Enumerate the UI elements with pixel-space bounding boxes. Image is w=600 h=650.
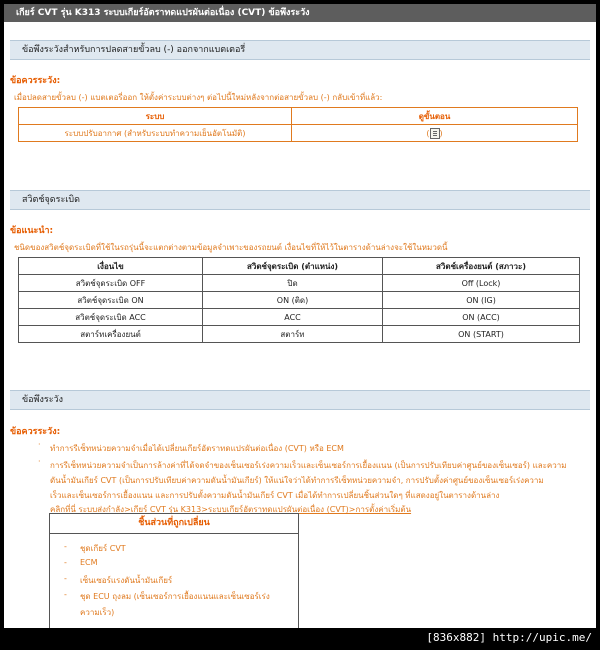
document-icon[interactable] (430, 128, 440, 139)
battery-reset-table (18, 107, 578, 142)
table-header-row (19, 108, 578, 125)
bullet-marker: - (64, 542, 67, 551)
section-header-battery: ข้อพึงระวังสำหรับการปลดสายขั้วลบ (-) ออกจากแบตเตอรี่ (10, 40, 590, 60)
precaution-item-2-line-3: เร็วและเซ็นเซอร์การเยื้องแนน และการปรับตั้งความดันน้ำมันเกียร์ CVT เมื่อได้ทำการเปลี่ยนชิ้นส่วนใดๆ ที่แสดงอยู่ในตารางด้านล่าง (50, 491, 500, 500)
part-item-continued: ความเร็ว) (80, 608, 115, 617)
note-heading: ข้อแนะนำ: (10, 226, 54, 236)
part-item: ชุดเกียร์ CVT (80, 544, 126, 553)
part-item: ชุด ECU ถุงลม (เซ็นเซอร์การเยื้องแนนและเซ็นเซอร์เร่ง (80, 592, 270, 601)
initialization-link[interactable]: ระบบส่งกำลัง>เกียร์ CVT รุ่น K313>ระบบเกียร์อัตราทดแปรผันต่อเนื่อง (CVT)>การตั้งค่าเริ่มต้น (78, 505, 412, 514)
precaution-item-2-line-1: การรีเซ็ทหน่วยความจำเป็นการล้างค่าที่ได้จดจำของเซ็นเซอร์เร่งความเร็วและเซ็นเซอร์การเยื้องแนน (เป็นการปรับเทียบค่าศูนย์ของเซ็นเซอร์) และความ (50, 461, 567, 470)
battery-caution (4, 73, 596, 142)
image-host-footer (0, 628, 600, 650)
document-page (4, 4, 596, 628)
column-header-procedure: ดูขั้นตอน (292, 108, 578, 125)
cell-state: ON (ACC) (383, 309, 580, 326)
procedure-cell: ( ) (292, 125, 578, 142)
part-item: ECM (80, 558, 98, 567)
table-row (19, 125, 578, 142)
cell-condition: สวิตช์จุดระเบิด OFF (19, 275, 203, 292)
column-header-engine-state: สวิตช์เครื่องยนต์ (สภาวะ) (383, 258, 580, 275)
caution-text: เมื่อปลดสายขั้วลบ (-) แบตเตอรี่ออก ให้ตั้งค่าระบบต่างๆ ต่อไปนี้ใหม่หลังจากต่อสายขั้วลบ (-) กลับเข้าที่แล้ว: (14, 93, 383, 102)
section-precautions (4, 390, 590, 410)
replaced-parts-box (49, 513, 299, 628)
part-item: เซ็นเซอร์แรงดันน้ำมันเกียร์ (80, 576, 173, 585)
cell-state: ON (IG) (383, 292, 580, 309)
column-header-condition: เงื่อนไข (19, 258, 203, 275)
cell-position: สตาร์ท (203, 326, 383, 343)
table-row (19, 275, 580, 292)
section-header-precautions: ข้อพึงระวัง (10, 390, 590, 410)
cell-condition: สวิตช์จุดระเบิด ON (19, 292, 203, 309)
column-header-system: ระบบ (19, 108, 292, 125)
note-text: ชนิดของสวิตช์จุดระเบิดที่ใช้ในรถรุ่นนี้จะแตกต่างตามข้อมูลจำเพาะของรถยนต์ เงื่อนไขที่ให้ไว้ในตารางด้านล่างจะใช้ในหมวดนี้ (14, 243, 448, 252)
cell-state: ON (START) (383, 326, 580, 343)
bullet-marker: - (64, 558, 67, 567)
cell-position: ACC (203, 309, 383, 326)
precaution-item-1: ทำการรีเซ็ทหน่วยความจำเมื่อได้เปลี่ยนเกียร์อัตราทดแปรผันต่อเนื่อง (CVT) หรือ ECM (50, 444, 344, 453)
precaution-item-2-line-2: ดันน้ำมันเกียร์ CVT (เป็นการปรับเทียบค่าความดันน้ำมันเกียร์) ให้แน่ใจว่าได้ทำการรีเซ็ทหน่วยความจำ, การปรับตั้งค่าศูนย์ของเซ็นเซอร์เร่งความ (50, 476, 544, 485)
precaution-heading: ข้อควรระวัง: (10, 427, 61, 437)
section-battery (4, 40, 590, 60)
bullet-marker: - (64, 590, 67, 599)
footer-text: [836x882] http://upic.me/ (426, 631, 592, 644)
system-cell: ระบบปรับอากาศ (สำหรับระบบทำความเย็นอัตโนมัติ) (19, 125, 292, 142)
section-ignition (4, 190, 590, 210)
column-header-ignition-position: สวิตช์จุดระเบิด (ตำแหน่ง) (203, 258, 383, 275)
section-header-ignition: สวิตช์จุดระเบิด (10, 190, 590, 210)
caution-heading: ข้อควรระวัง: (10, 76, 61, 86)
bullet-marker: - (64, 574, 67, 583)
table-row (19, 326, 580, 343)
cell-condition: สตาร์ทเครื่องยนต์ (19, 326, 203, 343)
click-here-label: คลิกที่นี่ (50, 505, 76, 514)
ignition-switch-table (18, 257, 580, 343)
title-bar: เกียร์ CVT รุ่น K313 ระบบเกียร์อัตราทดแปรผันต่อเนื่อง (CVT) ข้อพึงระวัง (4, 4, 596, 22)
table-row (19, 309, 580, 326)
cell-position: ปิด (203, 275, 383, 292)
ignition-note (4, 223, 596, 343)
bullet-marker: · (38, 457, 41, 466)
table-row (19, 292, 580, 309)
cell-position: ON (ติด) (203, 292, 383, 309)
bullet-marker: · (38, 440, 41, 449)
cell-state: Off (Lock) (383, 275, 580, 292)
cell-condition: สวิตช์จุดระเบิด ACC (19, 309, 203, 326)
replaced-parts-title: ชิ้นส่วนที่ถูกเปลี่ยน (50, 514, 298, 534)
table-header-row (19, 258, 580, 275)
